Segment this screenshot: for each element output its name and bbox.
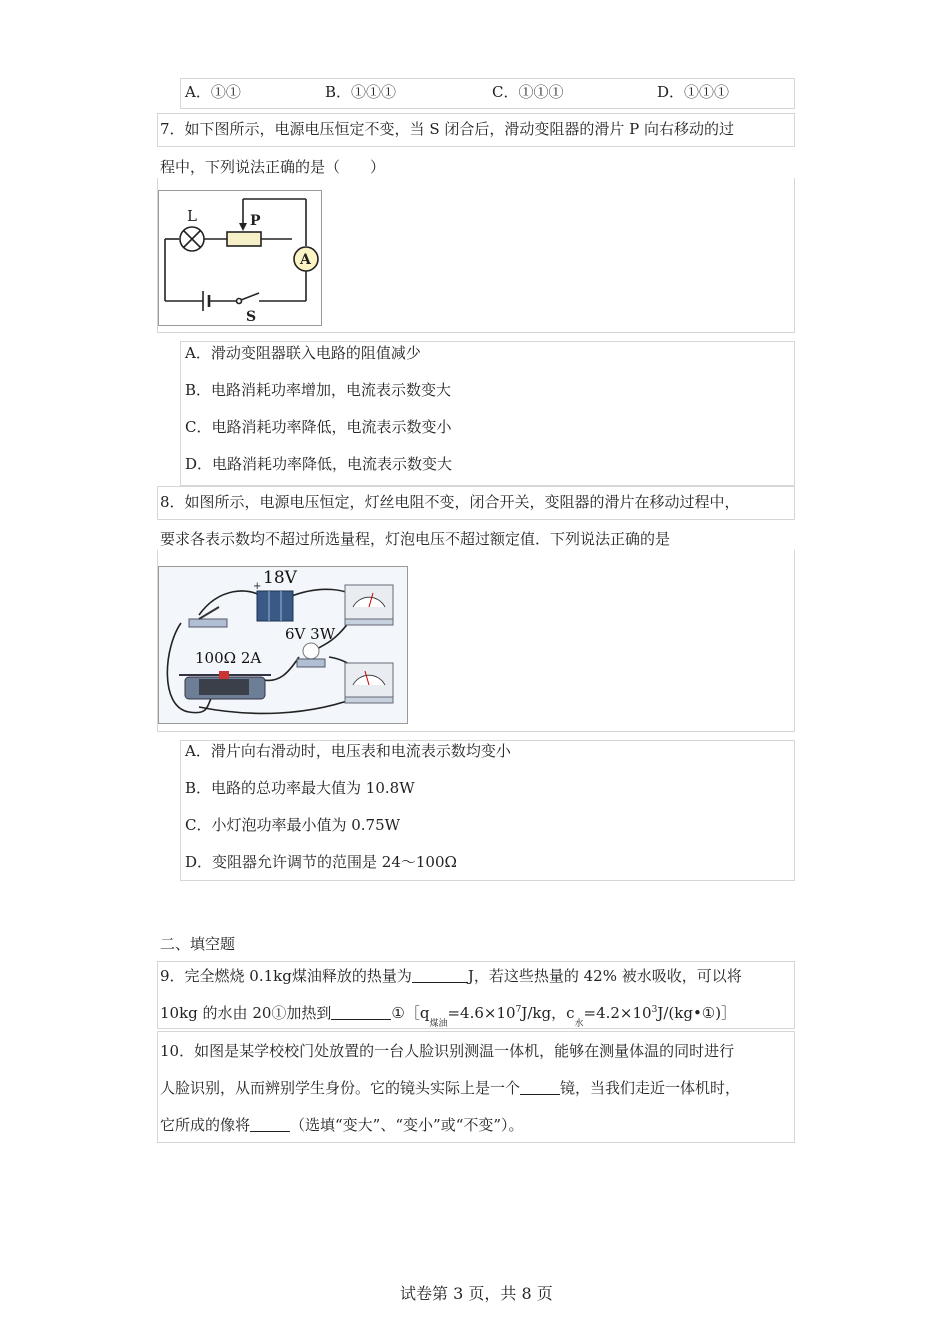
q9-text-2: J，若这些热量的 42% 被水吸收，可以将 — [467, 967, 742, 985]
q8-label-battery: 18V — [263, 568, 297, 588]
q9-sup-1: 7 — [515, 1005, 522, 1015]
q10-blank-lens[interactable] — [520, 1080, 560, 1095]
q9-text-4: ①［q — [391, 1004, 430, 1022]
q8-label-rheostat: 100Ω 2A — [195, 649, 262, 667]
section-title: 二、填空题 — [160, 935, 236, 953]
q7-circuit-figure — [158, 190, 322, 326]
q9-text-6: J/kg，c — [521, 1004, 575, 1022]
q10-text-3b: （选填“变大”、“变小”或“不变”）。 — [290, 1116, 524, 1134]
q7-label-slider: P — [250, 213, 261, 229]
q7-option-b: B．电路消耗功率增加，电流表示数变大 — [185, 381, 452, 399]
q10-line3 — [160, 1115, 524, 1135]
q7-label-ammeter: A — [300, 252, 311, 268]
q9-text-7: =4.2×10 — [583, 1004, 652, 1022]
q9-line1 — [160, 966, 742, 986]
q6-option-b: B．①①① — [325, 83, 397, 101]
q10-text-2b: 镜，当我们走近一体机时， — [560, 1079, 741, 1097]
page-footer: 试卷第 3 页，共 8 页 — [400, 1284, 553, 1303]
q8-stem-line2: 要求各表示数均不超过所选量程，灯泡电压不超过额定值．下列说法正确的是 — [160, 530, 671, 548]
q8-option-a: A．滑片向右滑动时，电压表和电流表示数均变小 — [185, 742, 511, 760]
q8-option-d: D．变阻器允许调节的范围是 24～100Ω — [185, 853, 457, 871]
q10-line1: 10．如图是某学校校门处放置的一台人脸识别测温一体机，能够在测量体温的同时进行 — [160, 1042, 735, 1060]
q7-stem-line1: 7．如下图所示，电源电压恒定不变，当 S 闭合后，滑动变阻器的滑片 P 向右移动的过 — [160, 120, 734, 138]
q9-blank-temp[interactable] — [331, 1005, 391, 1020]
q6-option-d: D．①①① — [657, 83, 730, 101]
q9-text-5: =4.6×10 — [447, 1004, 516, 1022]
q7-option-c: C．电路消耗功率降低，电流表示数变小 — [185, 418, 452, 436]
q8-option-c: C．小灯泡功率最小值为 0.75W — [185, 816, 401, 834]
q7-option-d: D．电路消耗功率降低，电流表示数变大 — [185, 455, 453, 473]
q9-text-3: 10kg 的水由 20①加热到 — [160, 1004, 332, 1022]
q10-blank-image[interactable] — [250, 1117, 290, 1132]
q8-stem-line1: 8．如图所示，电源电压恒定，灯丝电阻不变，闭合开关，变阻器的滑片在移动过程中， — [160, 493, 740, 511]
q7-option-a: A．滑动变阻器联入电路的阻值减少 — [185, 344, 421, 362]
q10-text-2a: 人脸识别，从而辨别学生身份。它的镜头实际上是一个 — [160, 1079, 521, 1097]
svg-text:+: + — [253, 581, 262, 592]
q6-option-a: A．①① — [185, 83, 241, 101]
q7-circuit-diagram — [159, 191, 321, 325]
q8-circuit-photo — [159, 567, 407, 723]
q9-sup-2: 3 — [651, 1005, 658, 1015]
q8-label-bulb: 6V 3W — [285, 625, 336, 643]
q8-option-b: B．电路的总功率最大值为 10.8W — [185, 779, 415, 797]
q9-sub-water: 水 — [574, 1019, 584, 1029]
q9-text-8: J/(kg•①)］ — [657, 1004, 737, 1022]
q9-sub-kerosene: 煤油 — [429, 1019, 448, 1029]
q8-circuit-figure — [158, 566, 408, 724]
q6-option-c: C．①①① — [492, 83, 564, 101]
q9-line2 — [160, 1003, 737, 1029]
q10-text-3a: 它所成的像将 — [160, 1116, 251, 1134]
q9-blank-heat[interactable] — [412, 968, 468, 983]
q9-text-1: 9．完全燃烧 0.1kg煤油释放的热量为 — [160, 967, 412, 985]
q10-line2 — [160, 1078, 740, 1098]
q7-stem-line2: 程中，下列说法正确的是（ ） — [160, 158, 386, 176]
q7-label-lamp: L — [187, 207, 197, 225]
q7-label-switch: S — [246, 309, 257, 325]
